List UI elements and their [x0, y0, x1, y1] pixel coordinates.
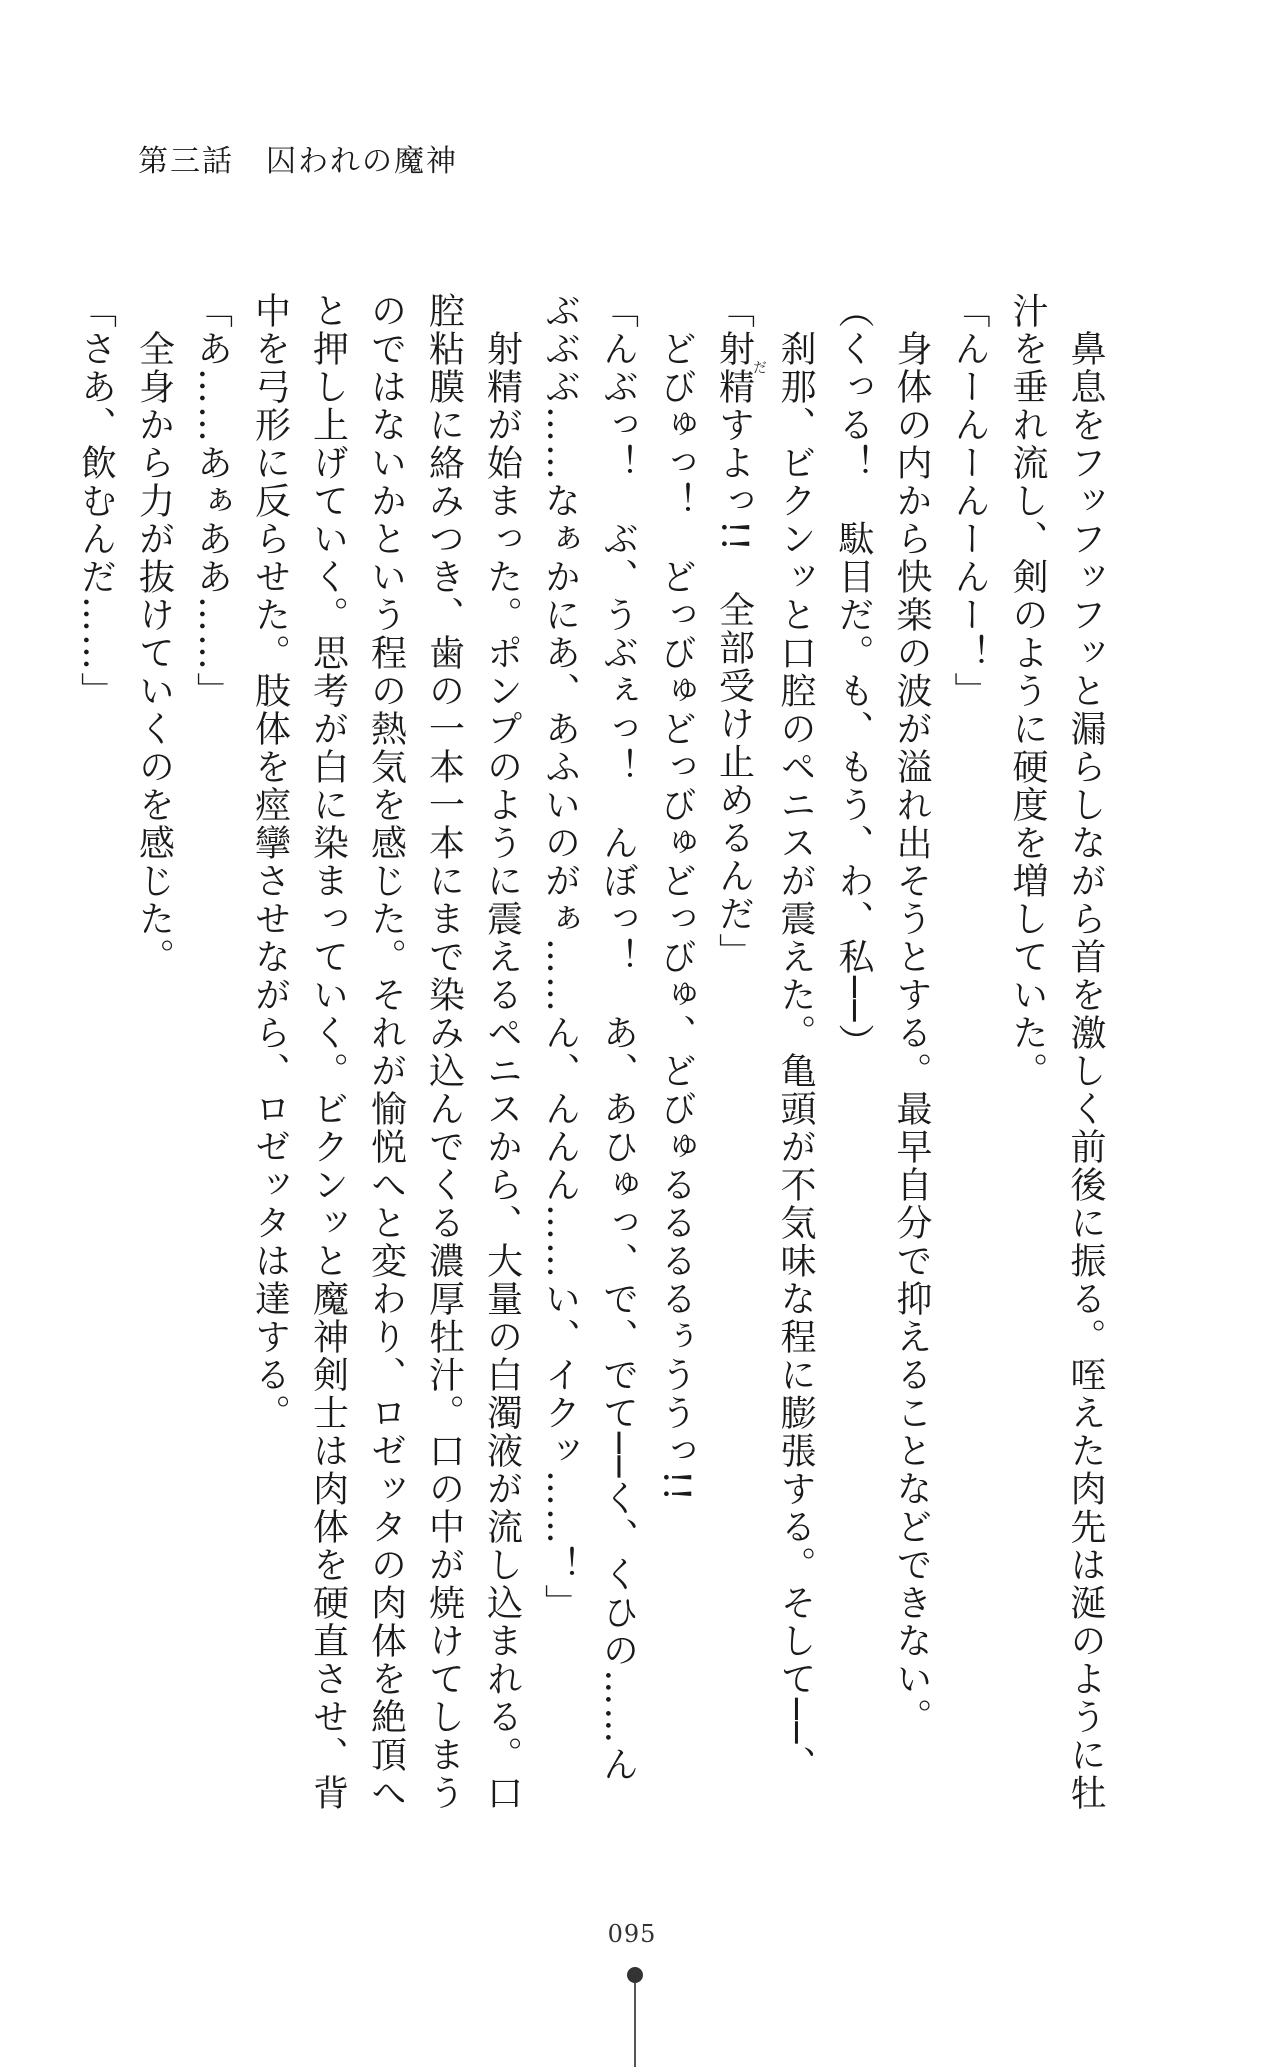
chapter-header: 第三話 囚われの魔神 — [138, 144, 458, 179]
text-line: 「さあ、飲むんだ……」 — [75, 292, 117, 710]
text-line: 全身から力が抜けていくのを感じた。 — [133, 292, 175, 976]
text-line: 「射精だすよっ!! 全部受け止めるんだ」 — [713, 292, 767, 971]
text-line: 「んーんーんーんー！」 — [949, 292, 990, 710]
text-line: 汁を垂れ流し、剣のように硬度を増していた。 — [1007, 292, 1048, 1090]
text-line: 腔粘膜に絡みつき、歯の一本一本にまで染み込んでくる濃厚牡汁。口の中が焼けてしまう — [423, 292, 465, 1812]
text-line: 中を弓形に反らせた。肢体を痙攣させながら、ロゼッタは達する。 — [249, 292, 291, 1432]
text-line: 身体の内から快楽の波が溢れ出そうとする。最早自分で抑えることなどできない。 — [891, 292, 932, 1736]
body-text — [67, 292, 1115, 1812]
folio-dot-icon — [627, 1967, 643, 1983]
ruby-reading: だ — [751, 330, 767, 406]
page-number: 095 — [607, 1920, 657, 1948]
text-line: 刹那、ビクンッと口腔のペニスが震えた。亀頭が不気味な程に膨張する。そして──、 — [775, 292, 816, 1784]
text-line: と押し上げていく。思考が白に染まっていく。ビクンッと魔神剣士は肉体を硬直させ、背 — [307, 292, 349, 1812]
text-line: 鼻息をフッフッフッと漏らしながら首を激しく前後に振る。咥えた肉先は涎のように牡 — [1065, 292, 1106, 1812]
text-line: のではないかという程の熱気を感じた。それが愉悦へと変わり、ロゼッタの肉体を絶頂へ — [365, 292, 407, 1812]
ruby-word: 射精だ — [713, 330, 767, 406]
text-line: どびゅっ！ どっびゅどっびゅどっびゅ、どびゅるるるるぅううっ!! — [655, 292, 697, 1503]
text-line: （くっる！ 駄目だ。も、もう、わ、私──） — [833, 292, 874, 1062]
text-line: 「んぶっ！ ぶ、うぶぇっ！ んぼっ！ あ、あひゅっ、で、でて──く、くひの……ん — [597, 292, 639, 1784]
text-line: 射精が始まった。ポンプのように震えるペニスから、大量の白濁液が流し込まれる。口 — [481, 292, 523, 1812]
text-line: ぶぶぶ……なぁかにあ、あふいのがぁ……ん、んんん……い、イクッ……！」 — [539, 292, 581, 1622]
text-line: 「あ……あぁああ……」 — [191, 292, 233, 710]
folio-line — [634, 1983, 636, 2067]
